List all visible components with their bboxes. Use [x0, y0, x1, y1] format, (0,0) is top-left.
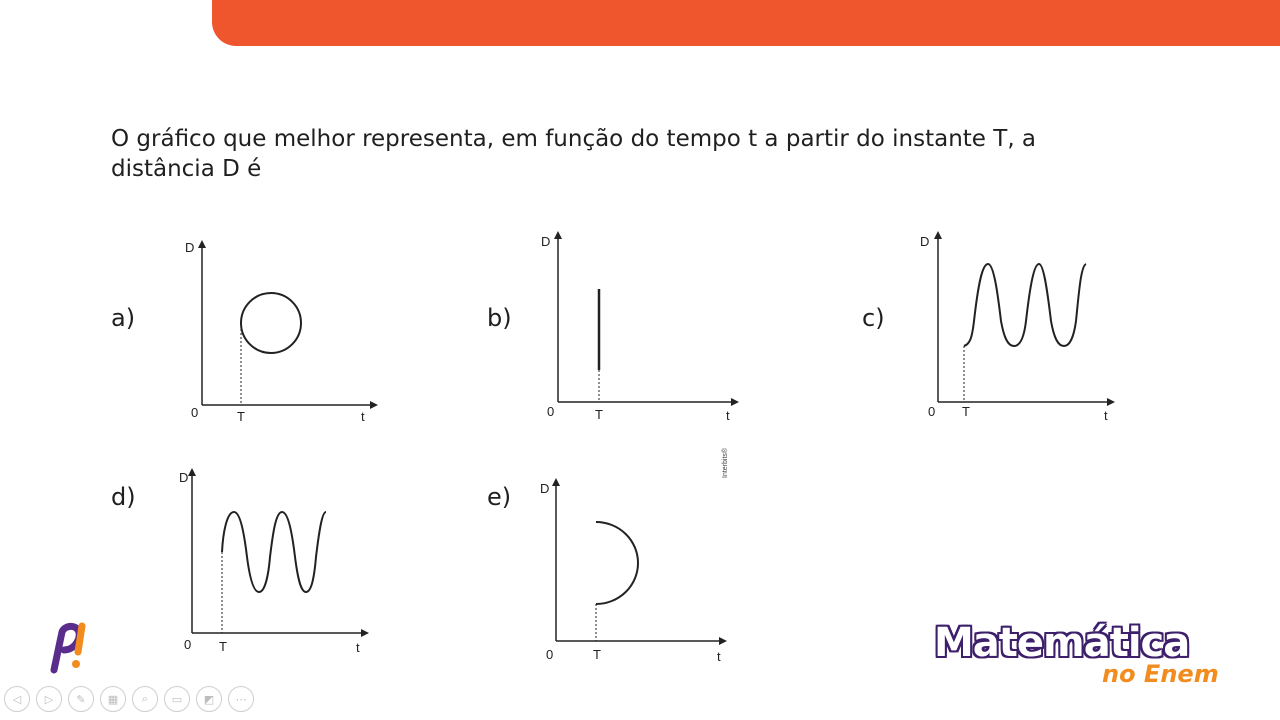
origin-label: 0: [928, 404, 936, 419]
y-axis-label: D: [920, 234, 930, 249]
screen-icon[interactable]: ◩: [196, 686, 222, 712]
presentation-toolbar: [4, 686, 254, 712]
brand-logo: [930, 620, 1240, 690]
graph-e[interactable]: [534, 470, 734, 670]
option-c-label: c): [862, 304, 885, 332]
origin-label: 0: [184, 637, 192, 652]
t-mark-label: T: [219, 639, 227, 654]
subtitles-icon[interactable]: ▭: [164, 686, 190, 712]
option-d-label: d): [111, 483, 136, 511]
y-axis-label: D: [540, 481, 550, 496]
x-axis-label: t: [361, 409, 365, 424]
y-axis-arrow: [934, 231, 942, 239]
x-axis-arrow: [370, 401, 378, 409]
graph-c-svg: [916, 226, 1126, 426]
more-icon[interactable]: ⋯: [228, 686, 254, 712]
publisher-logo: [40, 620, 100, 684]
option-a-label: a): [111, 304, 136, 332]
graph-d-svg: [170, 462, 380, 662]
option-b-label: b): [487, 304, 512, 332]
graph-d[interactable]: [170, 462, 380, 662]
y-axis-arrow: [188, 468, 196, 476]
origin-label: 0: [191, 405, 199, 420]
x-axis-arrow: [361, 629, 369, 637]
t-mark-label: T: [593, 647, 601, 662]
graph-e-svg: [534, 470, 734, 670]
y-axis-arrow: [554, 231, 562, 239]
brand-line1: Matemática: [934, 620, 1190, 666]
origin-label: 0: [546, 647, 554, 662]
pen-icon[interactable]: ✎: [68, 686, 94, 712]
x-axis-label: t: [356, 640, 360, 655]
curve-circle: [241, 293, 301, 353]
curve-wave: [964, 264, 1086, 346]
x-axis-arrow: [1107, 398, 1115, 406]
graph-b-svg: [536, 226, 746, 426]
zoom-icon[interactable]: ⌕: [132, 686, 158, 712]
y-axis-label: D: [179, 470, 189, 485]
graph-a-svg: [180, 230, 380, 430]
y-axis-label: D: [185, 240, 195, 255]
publisher-logo-svg: [40, 620, 100, 680]
curve-wave: [222, 512, 326, 592]
graph-c[interactable]: [916, 226, 1126, 426]
x-axis-label: t: [717, 649, 721, 664]
brand-line2: no Enem: [1102, 660, 1219, 688]
question-text: O gráfico que melhor representa, em função do tempo t a partir do instante T, a distância D é: [111, 126, 1037, 182]
graph-b[interactable]: [536, 226, 746, 426]
t-mark-label: T: [595, 407, 603, 422]
t-mark-label: T: [237, 409, 245, 424]
header-banner: [212, 0, 1280, 46]
x-axis-arrow: [719, 637, 727, 645]
graph-a[interactable]: [180, 230, 380, 430]
x-axis-arrow: [731, 398, 739, 406]
image-credit: Interbits®: [722, 447, 729, 478]
x-axis-label: t: [726, 408, 730, 423]
next-icon[interactable]: ▷: [36, 686, 62, 712]
t-mark-label: T: [962, 404, 970, 419]
y-axis-label: D: [541, 234, 551, 249]
previous-icon[interactable]: ◁: [4, 686, 30, 712]
curve-semicircle: [596, 522, 638, 604]
option-e-label: e): [487, 483, 512, 511]
y-axis-arrow: [552, 478, 560, 486]
origin-label: 0: [547, 404, 555, 419]
slides-icon[interactable]: ▦: [100, 686, 126, 712]
y-axis-arrow: [198, 240, 206, 248]
x-axis-label: t: [1104, 408, 1108, 423]
